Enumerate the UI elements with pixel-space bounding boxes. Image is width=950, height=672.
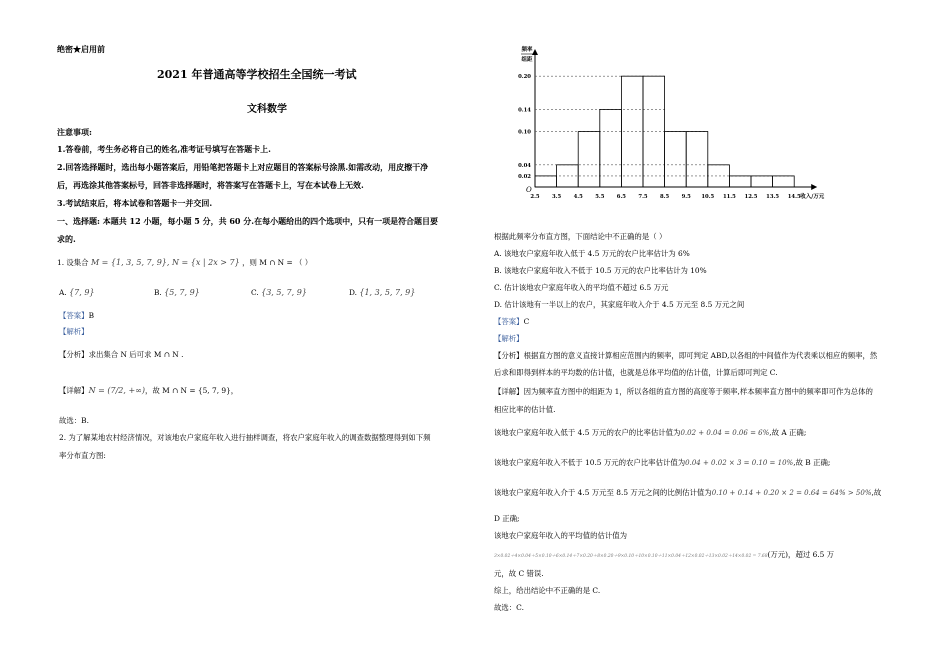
x-tick-label: 5.5 bbox=[595, 194, 605, 200]
section-heading: 一、选择题: 本题共 12 小题，每小题 5 分，共 60 分.在每小题给出的四个选项中，只有一项是符合题目要 bbox=[57, 216, 439, 226]
q1-option-c bbox=[251, 288, 307, 298]
q2-option-d: D. 估计该地有一半以上的农户，其家庭年收入介于 4.5 万元至 8.5 万元之间 bbox=[494, 300, 745, 309]
q1-detail bbox=[59, 386, 238, 396]
option-label: B. bbox=[154, 288, 162, 297]
q2-mean-head: 该地农户家庭年收入的平均值的估计值为 bbox=[494, 531, 628, 540]
q1-tail: ，则 M ∩ N = （ ） bbox=[242, 258, 313, 267]
q1-analysis-tag: 【解析】 bbox=[59, 327, 89, 336]
notice-line: 3.考试结束后，将本试卷和答题卡一并交回. bbox=[57, 198, 213, 208]
q2-fenxi-line1: 【分析】根据直方图的意义直接计算相应范围内的频率，即可判定 ABD,以各组的中间值作为代表乘以相应的频率，然 bbox=[494, 351, 878, 360]
x-tick-label: 6.5 bbox=[616, 194, 627, 200]
q2-mean-line bbox=[494, 550, 834, 562]
line-post: ,故 B 正确; bbox=[793, 458, 831, 467]
histogram-bar bbox=[535, 176, 557, 187]
q2-detail-line2: 相应比率的估计值. bbox=[494, 405, 556, 414]
histogram-bar bbox=[643, 76, 665, 187]
y-label-bottom: 组距 bbox=[521, 57, 533, 63]
q2-stem-line2: 率分布直方图: bbox=[59, 451, 106, 460]
line-text: 该地农户家庭年收入低于 4.5 万元的农户的比率估计值为 bbox=[494, 428, 681, 437]
y-tick-label: 0.10 bbox=[518, 129, 531, 136]
answer-tag: 【答案】 bbox=[59, 311, 89, 320]
q1-option-b bbox=[154, 288, 200, 298]
q1-set-n: , N = {x | 2x > 7} bbox=[166, 258, 240, 267]
q2-prompt: 根据此频率分布直方图，下面结论中不正确的是（ ） bbox=[494, 232, 667, 241]
histogram-bar bbox=[686, 132, 708, 187]
x-tick-label: 4.5 bbox=[573, 194, 583, 200]
q2-mean-end: 元，故 C 错误. bbox=[494, 569, 544, 578]
q2-line-d bbox=[494, 488, 881, 498]
q2-analysis-tag: 【解析】 bbox=[494, 334, 524, 343]
detail-post: ，故 M ∩ N = {5, 7, 9}， bbox=[144, 386, 239, 395]
answer-tag: 【答案】 bbox=[494, 317, 524, 326]
option-label: C. bbox=[251, 288, 259, 297]
y-tick-label: 0.14 bbox=[518, 107, 531, 114]
secret-label: 绝密★启用前 bbox=[57, 44, 105, 54]
y-tick-label: 0.20 bbox=[518, 74, 531, 81]
x-tick-label: 3.5 bbox=[551, 194, 562, 200]
q2-option-b: B. 该地农户家庭年收入不低于 10.5 万元的农户比率估计为 10% bbox=[494, 266, 707, 275]
q1-set-m: M = {1, 3, 5, 7, 9} bbox=[90, 258, 167, 267]
x-tick-label: 13.5 bbox=[766, 194, 780, 200]
y-label-top: 频率 bbox=[521, 47, 533, 53]
exam-subtitle: 文科数学 bbox=[247, 104, 287, 115]
q2-detail-line1: 【详解】因为频率直方图中的组距为 1，所以各组的直方图的高度等于频率,样本频率直方图中的频率即可作为总体的 bbox=[494, 387, 873, 396]
mean-math: 3×0.02＋4×0.04＋5×0.10＋6×0.14＋7×0.20＋8×0.20＋9×0.10＋10×0.10＋11×0.04＋12×0.02＋13×0.02＋14×0.02 = 7.68 bbox=[494, 554, 768, 559]
q2-option-c: C. 估计该地农户家庭年收入的平均值不超过 6.5 万元 bbox=[494, 283, 669, 292]
line-text: 该地农户家庭年收入介于 4.5 万元至 8.5 万元之间的比例估计值为 bbox=[494, 488, 712, 497]
y-tick-label: 0.04 bbox=[518, 162, 531, 169]
x-tick-label: 11.5 bbox=[722, 194, 736, 200]
notice-heading: 注意事项: bbox=[57, 127, 92, 137]
q1-stem bbox=[57, 258, 312, 268]
option-value: {1, 3, 5, 7, 9} bbox=[359, 288, 416, 297]
detail-math: N = (7/2, +∞) bbox=[88, 386, 145, 395]
origin-label: O bbox=[526, 186, 532, 194]
q1-option-a bbox=[59, 288, 95, 298]
x-axis-arrow bbox=[811, 184, 817, 190]
q2-option-a: A. 该地农户家庭年收入低于 4.5 万元的农户比率估计为 6% bbox=[494, 249, 690, 258]
q1-option-d bbox=[349, 288, 415, 298]
histogram-bar bbox=[578, 132, 600, 187]
answer-value: B bbox=[88, 311, 95, 320]
option-value: {7, 9} bbox=[69, 288, 95, 297]
x-tick-label: 9.5 bbox=[681, 194, 691, 200]
option-label: D. bbox=[349, 288, 358, 297]
q1-conclusion: 故选：B. bbox=[59, 416, 89, 425]
q2-line-d-end: D 正确; bbox=[494, 514, 520, 523]
line-math: 0.10 + 0.14 + 0.20 × 2 = 0.64 = 64% > 50% bbox=[711, 489, 872, 497]
section-heading-cont: 求的. bbox=[57, 234, 76, 244]
x-tick-label: 12.5 bbox=[744, 194, 758, 200]
line-math: 0.04 + 0.02 × 3 = 0.10 = 10% bbox=[685, 459, 794, 467]
histogram-bar bbox=[665, 132, 687, 187]
q1-fenxi: 【分析】求出集合 N 后可求 M ∩ N . bbox=[59, 350, 184, 359]
line-text: 该地农户家庭年收入不低于 10.5 万元的农户比率估计值为 bbox=[494, 458, 686, 467]
frequency-histogram bbox=[494, 40, 834, 200]
q2-line-b bbox=[494, 458, 830, 468]
histogram-bar bbox=[751, 176, 773, 187]
detail-tag: 【详解】 bbox=[59, 386, 89, 395]
histogram-bar bbox=[729, 176, 751, 187]
q2-stem-line1: 2. 为了解某地农村经济情况，对该地农户家庭年收入进行抽样调查，将农户家庭年收入的调查数据整理得到如下频 bbox=[59, 433, 431, 442]
x-tick-label: 7.5 bbox=[638, 194, 648, 200]
q1-prefix: 1. 设集合 bbox=[57, 258, 89, 267]
mean-post: (万元)，超过 6.5 万 bbox=[767, 550, 835, 559]
notice-line: 1.答卷前，考生务必将自己的姓名,准考证号填写在答题卡上. bbox=[57, 144, 271, 154]
answer-value: C bbox=[523, 317, 530, 326]
line-post: ,故 A 正确; bbox=[769, 428, 807, 437]
histogram-bar bbox=[773, 176, 795, 187]
q1-answer bbox=[59, 311, 94, 321]
exam-title: 2021 年普通高等学校招生全国统一考试 bbox=[157, 68, 357, 81]
q2-line-a bbox=[494, 428, 806, 438]
x-axis-label: 收入/万元 bbox=[800, 194, 825, 200]
x-tick-label: 8.5 bbox=[659, 194, 670, 200]
histogram-bar bbox=[600, 109, 622, 187]
x-tick-label: 10.5 bbox=[701, 194, 715, 200]
line-post: ,故 bbox=[871, 488, 882, 497]
x-tick-label: 2.5 bbox=[530, 194, 540, 200]
x-tick-label: 14.5 bbox=[787, 194, 801, 200]
q2-summary: 综上，给出结论中不正确的是 C. bbox=[494, 586, 601, 595]
option-value: {3, 5, 7, 9} bbox=[261, 288, 307, 297]
notice-line: 后，再选涂其他答案标号，回答非选择题时，将答案写在答题卡上，写在本试卷上无效. bbox=[57, 180, 364, 190]
y-tick-label: 0.02 bbox=[518, 173, 531, 180]
q2-fenxi-line2: 后求和即得到样本的平均数的估计值，也就是总体平均值的估计值，计算后即可判定 C. bbox=[494, 368, 778, 377]
notice-line: 2.回答选择题时，选出每小题答案后，用铅笔把答题卡上对应题目的答案标号涂黑.如需改动，用皮擦干净 bbox=[57, 162, 429, 172]
option-value: {5, 7, 9} bbox=[164, 288, 200, 297]
line-math: 0.02 + 0.04 = 0.06 = 6% bbox=[680, 429, 770, 437]
option-label: A. bbox=[59, 288, 67, 297]
q2-conclusion: 故选：C. bbox=[494, 603, 524, 612]
q2-answer bbox=[494, 317, 529, 327]
